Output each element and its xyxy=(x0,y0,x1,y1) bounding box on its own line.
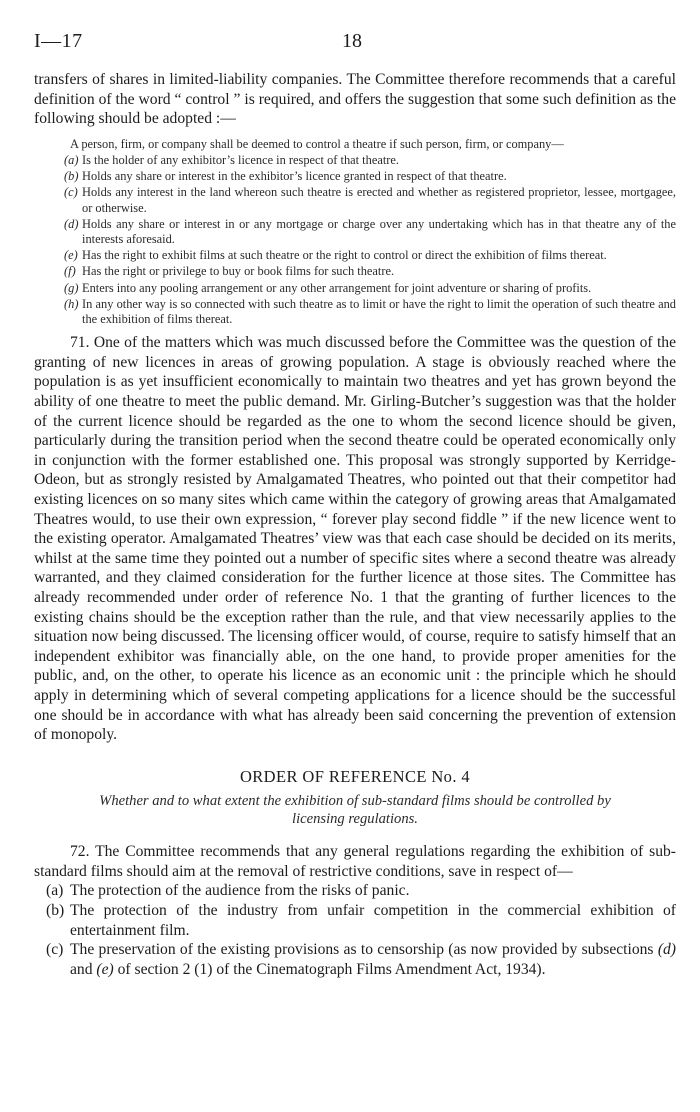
item-label: (b) xyxy=(64,169,79,184)
subsection-ref-d: (d) xyxy=(657,941,676,959)
item-text: The protection of the industry from unfair competition in the commercial exhibition of entertainment film. xyxy=(70,902,676,939)
definition-item xyxy=(34,153,676,168)
item-label: (d) xyxy=(64,216,79,231)
item-label: (f) xyxy=(64,264,76,279)
page-header xyxy=(34,0,676,70)
definition-list xyxy=(34,153,676,327)
item-label: (g) xyxy=(64,280,79,295)
definition-item xyxy=(34,248,676,263)
page-number: 18 xyxy=(342,30,362,52)
item-text: Enters into any pooling arrangement or any other arrangement for joint adventure or sharing of profits. xyxy=(82,280,592,295)
intro-paragraph: transfers of shares in limited-liability companies. The Committee therefore recommends that a careful definition of the word “ control ” is required, and offers the suggestion that some such definition as the following should be adopted :— xyxy=(34,71,676,128)
item-text: The protection of the audience from the risks of panic. xyxy=(70,882,410,900)
paragraph-71: 71. One of the matters which was much discussed before the Committee was the question of the granting of new licences in areas of growing population. A stage is obviously reached where the population is as yet insufficient economically to maintain two theatres and yet has grown beyond the ability of one theatre to meet the public demand. Mr. Girling-Butcher’s suggestion was that the holder of the current licence should be regarded as the one to whom the second licence should be given, particularly during the transition period when the second theatre could be operated economically only in conjunction with the former established one. This proposal was strongly supported by Kerridge-Odeon, but as strongly resisted by Amalgamated Theatres, who pointed out that their competitor had existing licences on so many sites which came within the category of growing areas that Amalgamated Theatres would, to use their own expression, “ forever play second fiddle ” if the new licence went to the existing operator. Amalgamated Theatres’ view was that each case should be decided on its merits, whilst at the same time they pointed out a number of specific sites where a second theatre was already warranted, and they claimed consideration for the further licence at those sites. The Committee has already recommended under order of reference No. 1 that the granting of further licences to the existing chains should be the exception rather than the rule, and that view necessarily applies to the situation now being discussed. The licensing officer would, of course, require to satisfy himself that an independent exhibitor was financially able, on the one hand, to provide proper amenities for the public, and, on the other, to operate his licence as an economic unit : the principle which he should apply in determining which of several competing applications for a licence should be the successful one should be in accordance with what has already been said concerning the prevention of extension of monopoly. xyxy=(34,334,676,744)
item-text: Holds any share or interest in the exhibitor’s licence granted in respect of that theatre. xyxy=(82,169,507,184)
item-label: (a) xyxy=(64,152,79,167)
item-text-before: The preservation of the existing provisions as to censorship (as now provided by subsections xyxy=(70,941,658,959)
document-reference: I—17 xyxy=(34,30,83,52)
body-text xyxy=(34,70,676,979)
section-subheading: Whether and to what extent the exhibition of sub-standard films should be controlled by licensing regulations. xyxy=(99,793,611,828)
item-label: (e) xyxy=(64,248,78,263)
subsection-ref-e: (e) xyxy=(96,960,114,978)
definition-item xyxy=(34,169,676,184)
section-heading: ORDER OF REFERENCE No. 4 xyxy=(239,766,471,786)
item-text: Has the right or privilege to buy or book films for such theatre. xyxy=(82,264,395,279)
definition-item xyxy=(34,185,676,215)
definition-intro: A person, firm, or company shall be deemed to control a theatre if such person, firm, or company— xyxy=(70,136,564,151)
definition-item xyxy=(34,217,676,247)
paragraph-72-intro: 72. The Committee recommends that any general regulations regarding the exhibition of sub-standard films should aim at the removal of restrictive conditions, save in respect of— xyxy=(34,843,676,880)
definition-item xyxy=(34,264,676,279)
item-label: (h) xyxy=(64,296,79,311)
definition-item xyxy=(34,281,676,296)
item-text-mid: and xyxy=(70,960,97,978)
document-page xyxy=(34,0,676,979)
item-text: In any other way is so connected with such theatre as to limit or have the right to limit the operation of such theatre and the exhibition of films thereat. xyxy=(82,296,676,327)
list-item xyxy=(34,881,676,901)
definition-item xyxy=(34,297,676,327)
list-item xyxy=(34,901,676,940)
list-item xyxy=(34,940,676,979)
paragraph-72-list xyxy=(34,881,676,979)
item-text: Holds any share or interest in or any mortgage or charge over any undertaking which has in that theatre any of the interests aforesaid. xyxy=(82,216,676,246)
item-text: Is the holder of any exhibitor’s licence in respect of that theatre. xyxy=(82,152,399,167)
item-text-after: of section 2 (1) of the Cinematograph Films Amendment Act, 1934). xyxy=(113,960,546,978)
item-text: Holds any interest in the land whereon such theatre is erected and whether as registered proprietor, lessee, mortgagee, or otherwise. xyxy=(82,185,676,215)
control-definition xyxy=(34,137,676,327)
item-label: (c) xyxy=(64,185,78,200)
item-label: (a) xyxy=(46,882,64,900)
item-label: (b) xyxy=(46,902,65,920)
item-text: Has the right to exhibit films at such theatre or the right to control or direct the exhibition of films thereat. xyxy=(82,248,607,263)
item-label: (c) xyxy=(46,941,64,959)
